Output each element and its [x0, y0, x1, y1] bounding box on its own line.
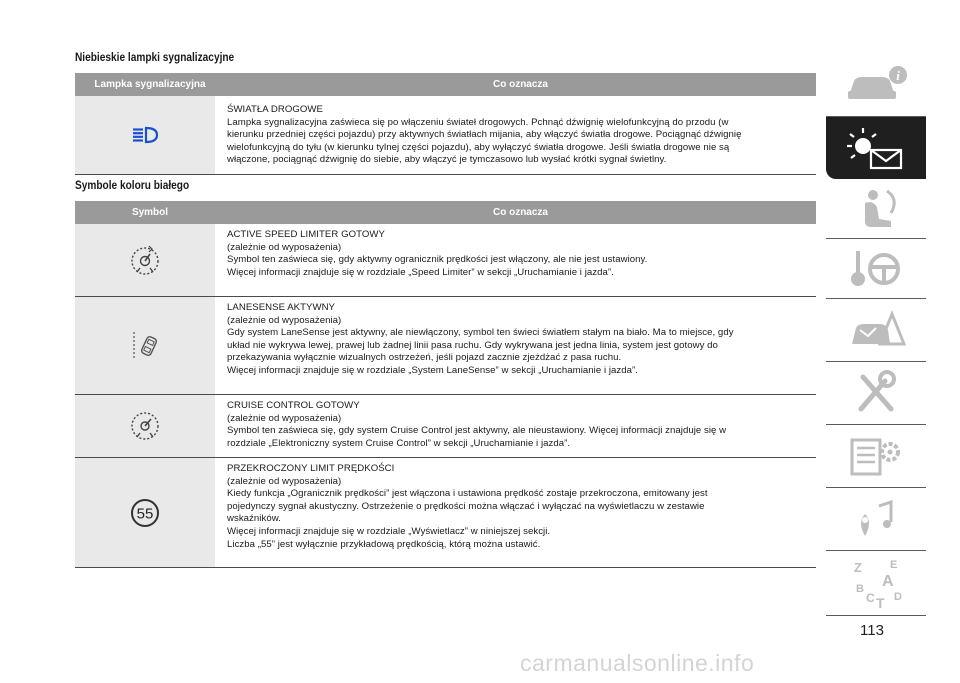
row-line: przekazywania wyłącznie wizualnych ostrzeżeń, jeśli pojazd zacznie zjeżdżać z pasa ruchu.: [227, 352, 622, 364]
row-line: Kiedy funkcja „Ogranicznik prędkości” jest włączona i ustawiona prędkość zostaje przekroczona, emitowany jest: [227, 488, 708, 500]
col-header-meaning: Co oznacza: [492, 79, 548, 90]
high-beam-icon: [131, 126, 159, 144]
row-text: [215, 224, 816, 296]
main-content: [75, 52, 816, 568]
table-row: [75, 96, 816, 175]
section-title-blue-lights: Niebieskie lampki sygnalizacyjne: [75, 52, 235, 64]
index-letter: Z: [854, 560, 862, 575]
svg-text:i: i: [896, 68, 900, 83]
index-letters-icon: [846, 556, 906, 610]
tab-technical-data[interactable]: [826, 425, 926, 488]
index-letter: A: [882, 573, 894, 590]
row-line: Symbol ten zaświeca się, gdy aktywny ogranicznik prędkości jest włączony, ale nie jest ustawiony.: [227, 254, 648, 266]
row-title: ŚWIATŁA DROGOWE: [227, 104, 323, 115]
table-header-blue: [75, 73, 816, 96]
speed-value: 55: [136, 505, 154, 522]
col-header-meaning: Co oznacza: [492, 207, 548, 218]
row-line: Gdy system LaneSense jest aktywny, ale niewłączony, symbol ten świeci światłem stałym na biało. Ma to miejsce, gdy: [227, 327, 734, 339]
index-letter: B: [856, 583, 864, 595]
seat-airbag-icon: [851, 187, 901, 231]
row-line: wskaźników.: [227, 513, 281, 525]
specs-gear-icon: [846, 434, 906, 478]
chapter-sidebar: [826, 50, 926, 616]
row-line: Liczba „55” jest wyłącznie przykładową prędkością, którą można ustawić.: [227, 538, 541, 550]
row-title: CRUISE CONTROL GOTOWY: [227, 400, 360, 411]
tab-seats-safety[interactable]: [826, 179, 926, 239]
row-line: Symbol ten zaświeca się, gdy system Cruise Control jest aktywny, ale nieustawiony. Więcej informacji znajduje się w: [227, 425, 727, 437]
row-text: [215, 458, 816, 567]
section-title-white-symbols: Symbole koloru białego: [75, 180, 190, 192]
index-letter: D: [894, 591, 902, 603]
row-title: ACTIVE SPEED LIMITER GOTOWY: [227, 229, 385, 240]
table-row: [75, 395, 816, 458]
speed-exceeded-55-icon: [130, 498, 160, 528]
car-breakdown-warning-icon: [846, 308, 906, 352]
row-line: rozdziale „Elektroniczny system Cruise Control” w sekcji „Uruchamianie i jazda”.: [227, 437, 571, 449]
icon-cell: [75, 96, 215, 174]
key-steering-wheel-icon: [848, 247, 904, 291]
row-line: kierunku przedniej części pojazdu) przy aktywnych światłach mijania, aby włączyć światła drogowe. Pociągnąć dźwignię: [227, 129, 742, 141]
row-line: układ nie wykrywa lewej, prawej lub żadnej linii pasa ruchu. Gdy wykrywana jest jedna linia, system jest gotowy do: [227, 339, 718, 351]
icon-cell: [75, 297, 215, 394]
row-line: pojedynczy sygnał akustyczny. Ostrzeżenie o prędkości można włączać i wyłączać na wyświetlaczu w zestawie: [227, 500, 705, 512]
row-title: LANESENSE AKTYWNY: [227, 302, 336, 313]
tab-warning-lights[interactable]: [826, 117, 926, 179]
row-line: Lampka sygnalizacyjna zaświeca się po włączeniu świateł drogowych. Pchnąć dźwignię wielofunkcyjną do przodu (w: [227, 116, 729, 128]
index-letter: E: [890, 559, 898, 571]
tools-icon: [851, 369, 901, 417]
icon-cell: [75, 395, 215, 457]
tab-car-info[interactable]: [826, 50, 926, 117]
table-header-white: [75, 201, 816, 224]
table-row: [75, 297, 816, 395]
row-line: Więcej informacji znajduje się w rozdziale „System LaneSense” w sekcji „Uruchamianie i jazda”.: [227, 364, 638, 376]
icon-cell: [75, 458, 215, 567]
icon-cell: [75, 224, 215, 296]
col-header-symbol: Symbol: [131, 207, 169, 218]
speed-limiter-icon: [128, 243, 162, 277]
cruise-control-icon: [128, 409, 162, 443]
table-row: [75, 224, 816, 297]
lanesense-icon: [128, 329, 162, 363]
row-line: (zależnie od wyposażenia): [227, 314, 342, 326]
row-line: Więcej informacji znajduje się w rozdziale „Wyświetlacz” w niniejszej sekcji.: [227, 525, 551, 537]
index-letter: C: [866, 591, 875, 605]
tab-index[interactable]: [826, 551, 926, 616]
row-line: (zależnie od wyposażenia): [227, 412, 342, 424]
warning-light-message-icon: [843, 124, 909, 172]
row-line: (zależnie od wyposażenia): [227, 241, 342, 253]
row-title: PRZEKROCZONY LIMIT PRĘDKOŚCI: [227, 463, 395, 474]
row-line: Więcej informacji znajduje się w rozdziale „Speed Limiter” w sekcji „Uruchamianie i jazda”.: [227, 266, 614, 278]
tab-driving[interactable]: [826, 239, 926, 299]
row-text: [215, 297, 816, 394]
media-music-icon: [851, 496, 901, 542]
tab-emergency[interactable]: [826, 299, 926, 362]
tab-multimedia[interactable]: [826, 488, 926, 551]
tab-servicing[interactable]: [826, 362, 926, 425]
row-text: [215, 395, 816, 457]
page-number: 113: [860, 622, 884, 639]
table-row: [75, 458, 816, 568]
col-header-lamp: Lampka sygnalizacyjna: [94, 79, 206, 90]
car-info-icon: [844, 63, 908, 103]
watermark: carmanualsonline.info: [520, 650, 755, 676]
index-letter: T: [876, 595, 885, 610]
row-text: [215, 96, 816, 174]
row-line: włączone, pociągnąć dźwignię do siebie, aby włączyć je tymczasowo lub wysłać krótki sygnał świetlny.: [227, 154, 667, 166]
row-line: (zależnie od wyposażenia): [227, 475, 342, 487]
row-line: wielofunkcyjną do tyłu (w kierunku tylnej części pojazdu), aby wyłączyć światła drogowe. Jeśli światła drogowe nie są: [227, 141, 730, 153]
